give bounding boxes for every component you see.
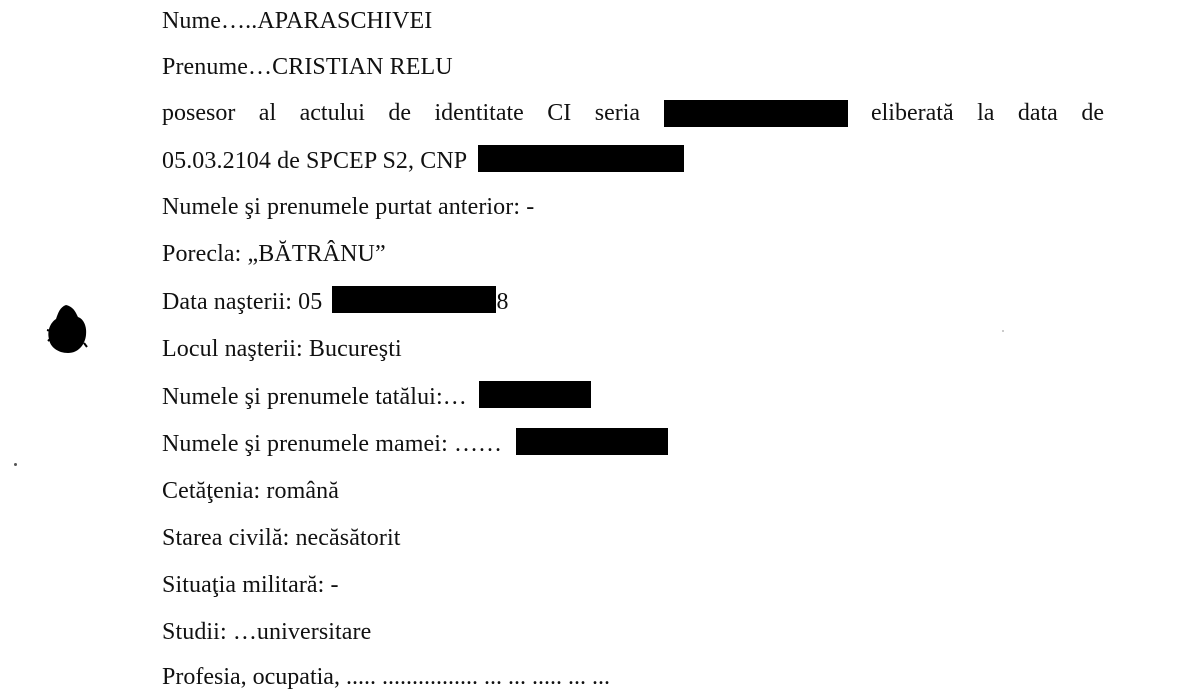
nume-field: Nume…..APARASCHIVEI (162, 8, 433, 34)
previous-name-field: Numele şi prenumele purtat anterior: - (162, 194, 535, 220)
punch-hole-mark (46, 303, 88, 355)
birth-date-suffix: 8 (496, 289, 509, 315)
prenume-field: Prenume…CRISTIAN RELU (162, 54, 453, 80)
redaction-bar-cnp (478, 145, 684, 172)
cut-off-profession-line: Profesia, ocupatia, ..... ................ ... ... ..... ... ... (162, 664, 610, 690)
father-name-field (162, 381, 591, 412)
id-word: de (388, 100, 412, 126)
birth-date-field (162, 286, 509, 317)
scan-speck (1002, 330, 1004, 332)
id-document-line (162, 98, 1104, 128)
marital-status-field: Starea civilă: necăsătorit (162, 525, 401, 551)
mother-name-label: Numele şi prenumele mamei: …… (162, 431, 503, 457)
nickname-field: Porecla: „BĂTRÂNU” (162, 241, 386, 267)
redaction-bar-seria (664, 100, 848, 127)
father-name-label: Numele şi prenumele tatălui:… (162, 384, 467, 410)
id-word: la (977, 100, 995, 126)
id-word: actului (299, 100, 365, 126)
issue-line (162, 145, 684, 176)
redaction-bar-birth-date (332, 286, 496, 313)
citizenship-field: Cetăţenia: română (162, 478, 339, 504)
id-word: al (258, 100, 277, 126)
id-word: data (1017, 100, 1058, 126)
issue-text: 05.03.2104 de SPCEP S2, CNP (162, 148, 467, 174)
redaction-bar-mother (516, 428, 668, 455)
studies-field: Studii: …universitare (162, 619, 372, 645)
id-word: posesor (162, 100, 236, 126)
id-word: CI (547, 100, 572, 126)
id-word: de (1081, 100, 1104, 126)
mother-name-field (162, 428, 668, 459)
id-word: seria (594, 100, 641, 126)
id-word: eliberată (870, 100, 954, 126)
military-status-field: Situaţia militară: - (162, 572, 339, 598)
id-word: identitate (434, 100, 524, 126)
scan-speck (14, 463, 17, 466)
birth-place-field: Locul naşterii: Bucureşti (162, 336, 402, 362)
redaction-bar-father (479, 381, 591, 408)
birth-date-prefix: Data naşterii: 05 (162, 289, 323, 315)
